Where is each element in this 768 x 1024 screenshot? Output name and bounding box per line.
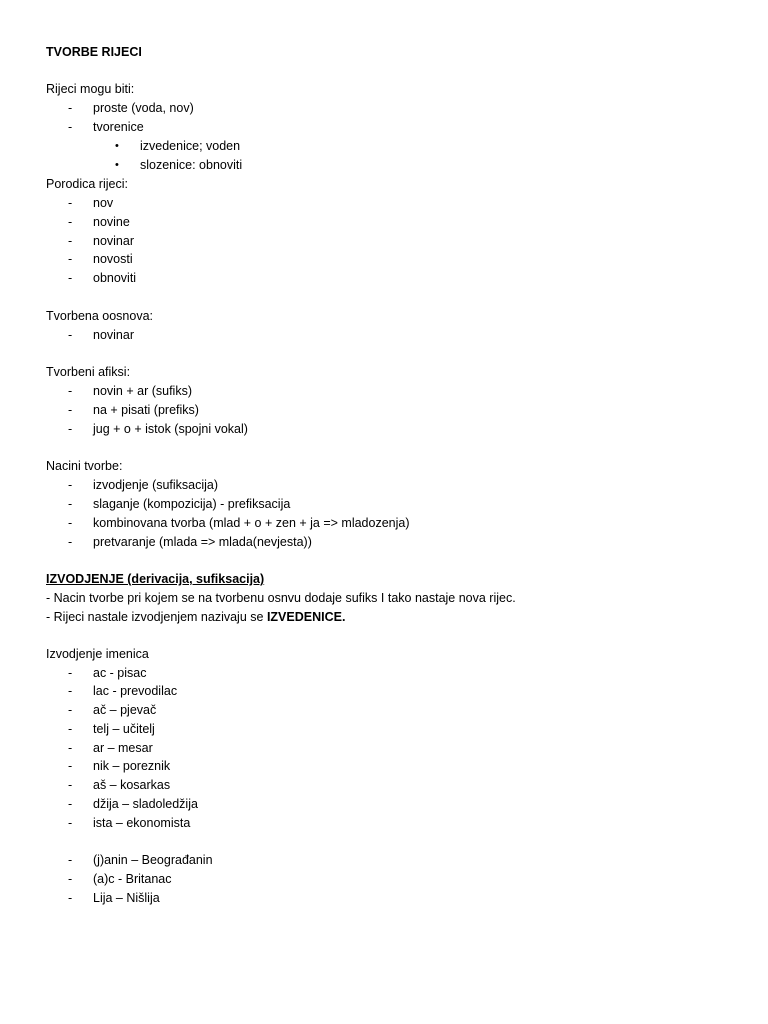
document-title: TVORBE RIJECI [46, 45, 142, 59]
section-heading-osnova: Tvorbena oosnova: [46, 309, 154, 323]
section-heading-imenice: Izvodjenje imenica [46, 647, 149, 661]
dash-marker: - [68, 384, 73, 398]
list-item: novine [93, 215, 130, 229]
dash-marker: - [68, 215, 73, 229]
dash-marker: - [68, 328, 73, 342]
list-item: pretvaranje (mlada => mlada(nevjesta)) [93, 535, 312, 549]
list-item: Lija – Nišlija [93, 891, 160, 905]
list-item: (j)anin – Beograđanin [93, 853, 213, 867]
list-item: izvodjenje (sufiksacija) [93, 478, 219, 492]
list-item: ar – mesar [93, 741, 153, 755]
dash-marker: - [68, 666, 73, 680]
list-item: jug + o + istok (spojni vokal) [93, 422, 248, 436]
dash-marker: - [68, 891, 73, 905]
list-item: kombinovana tvorba (mlad + o + zen + ja => mladozenja) [93, 516, 410, 530]
dash-marker: - [68, 535, 73, 549]
dash-marker: - [68, 403, 73, 417]
dash-marker: - [68, 101, 73, 115]
dash-marker: - [68, 741, 73, 755]
dash-marker: - [68, 684, 73, 698]
list-item: ač – pjevač [93, 703, 157, 717]
list-item: novinar [93, 234, 134, 248]
dash-marker: - [68, 196, 73, 210]
dash-marker: - [68, 252, 73, 266]
dash-marker: - [68, 516, 73, 530]
dash-marker: - [68, 853, 73, 867]
dash-marker: - [68, 703, 73, 717]
section-heading-nacini: Nacini tvorbe: [46, 459, 123, 473]
bullet-icon: • [115, 140, 119, 152]
list-item: džija – sladoledžija [93, 797, 198, 811]
section-heading-porodica: Porodica rijeci: [46, 177, 128, 191]
list-item: tvorenice [93, 120, 144, 134]
paragraph-text: - Rijeci nastale izvodjenjem nazivaju se [46, 610, 267, 624]
paragraph-line: - Nacin tvorbe pri kojem se na tvorbenu osnvu dodaje sufiks I tako nastaje nova rijec. [46, 591, 516, 605]
section-heading-izvodjenje: IZVODJENJE (derivacija, sufiksacija) [46, 572, 265, 586]
list-item: ista – ekonomista [93, 816, 191, 830]
list-item: telj – učitelj [93, 722, 155, 736]
dash-marker: - [68, 759, 73, 773]
list-item: ac - pisac [93, 666, 147, 680]
dash-marker: - [68, 872, 73, 886]
emphasis-text: IZVEDENICE. [266, 610, 346, 624]
list-item: slaganje (kompozicija) - prefiksacija [93, 497, 291, 511]
list-item: proste (voda, nov) [93, 101, 194, 115]
dash-marker: - [68, 271, 73, 285]
dash-marker: - [68, 497, 73, 511]
list-item: novinar [93, 328, 134, 342]
dash-marker: - [68, 816, 73, 830]
list-item: novosti [93, 252, 133, 266]
list-item: na + pisati (prefiks) [93, 403, 199, 417]
sub-list-item: slozenice: obnoviti [140, 158, 243, 172]
list-item: novin + ar (sufiks) [93, 384, 192, 398]
dash-marker: - [68, 778, 73, 792]
dash-marker: - [68, 234, 73, 248]
list-item: obnoviti [93, 271, 137, 285]
dash-marker: - [68, 797, 73, 811]
dash-marker: - [68, 422, 73, 436]
dash-marker: - [68, 120, 73, 134]
list-item: nov [93, 196, 114, 210]
section-heading-afiksi: Tvorbeni afiksi: [46, 365, 131, 379]
sub-list-item: izvedenice; voden [140, 139, 241, 153]
section-heading-rijeci: Rijeci mogu biti: [46, 82, 135, 96]
dash-marker: - [68, 478, 73, 492]
list-item: aš – kosarkas [93, 778, 171, 792]
list-item: nik – poreznik [93, 759, 171, 773]
list-item: (a)c - Britanac [93, 872, 172, 886]
paragraph-line [46, 608, 345, 627]
bullet-icon: • [115, 159, 119, 171]
list-item: lac - prevodilac [93, 684, 178, 698]
dash-marker: - [68, 722, 73, 736]
